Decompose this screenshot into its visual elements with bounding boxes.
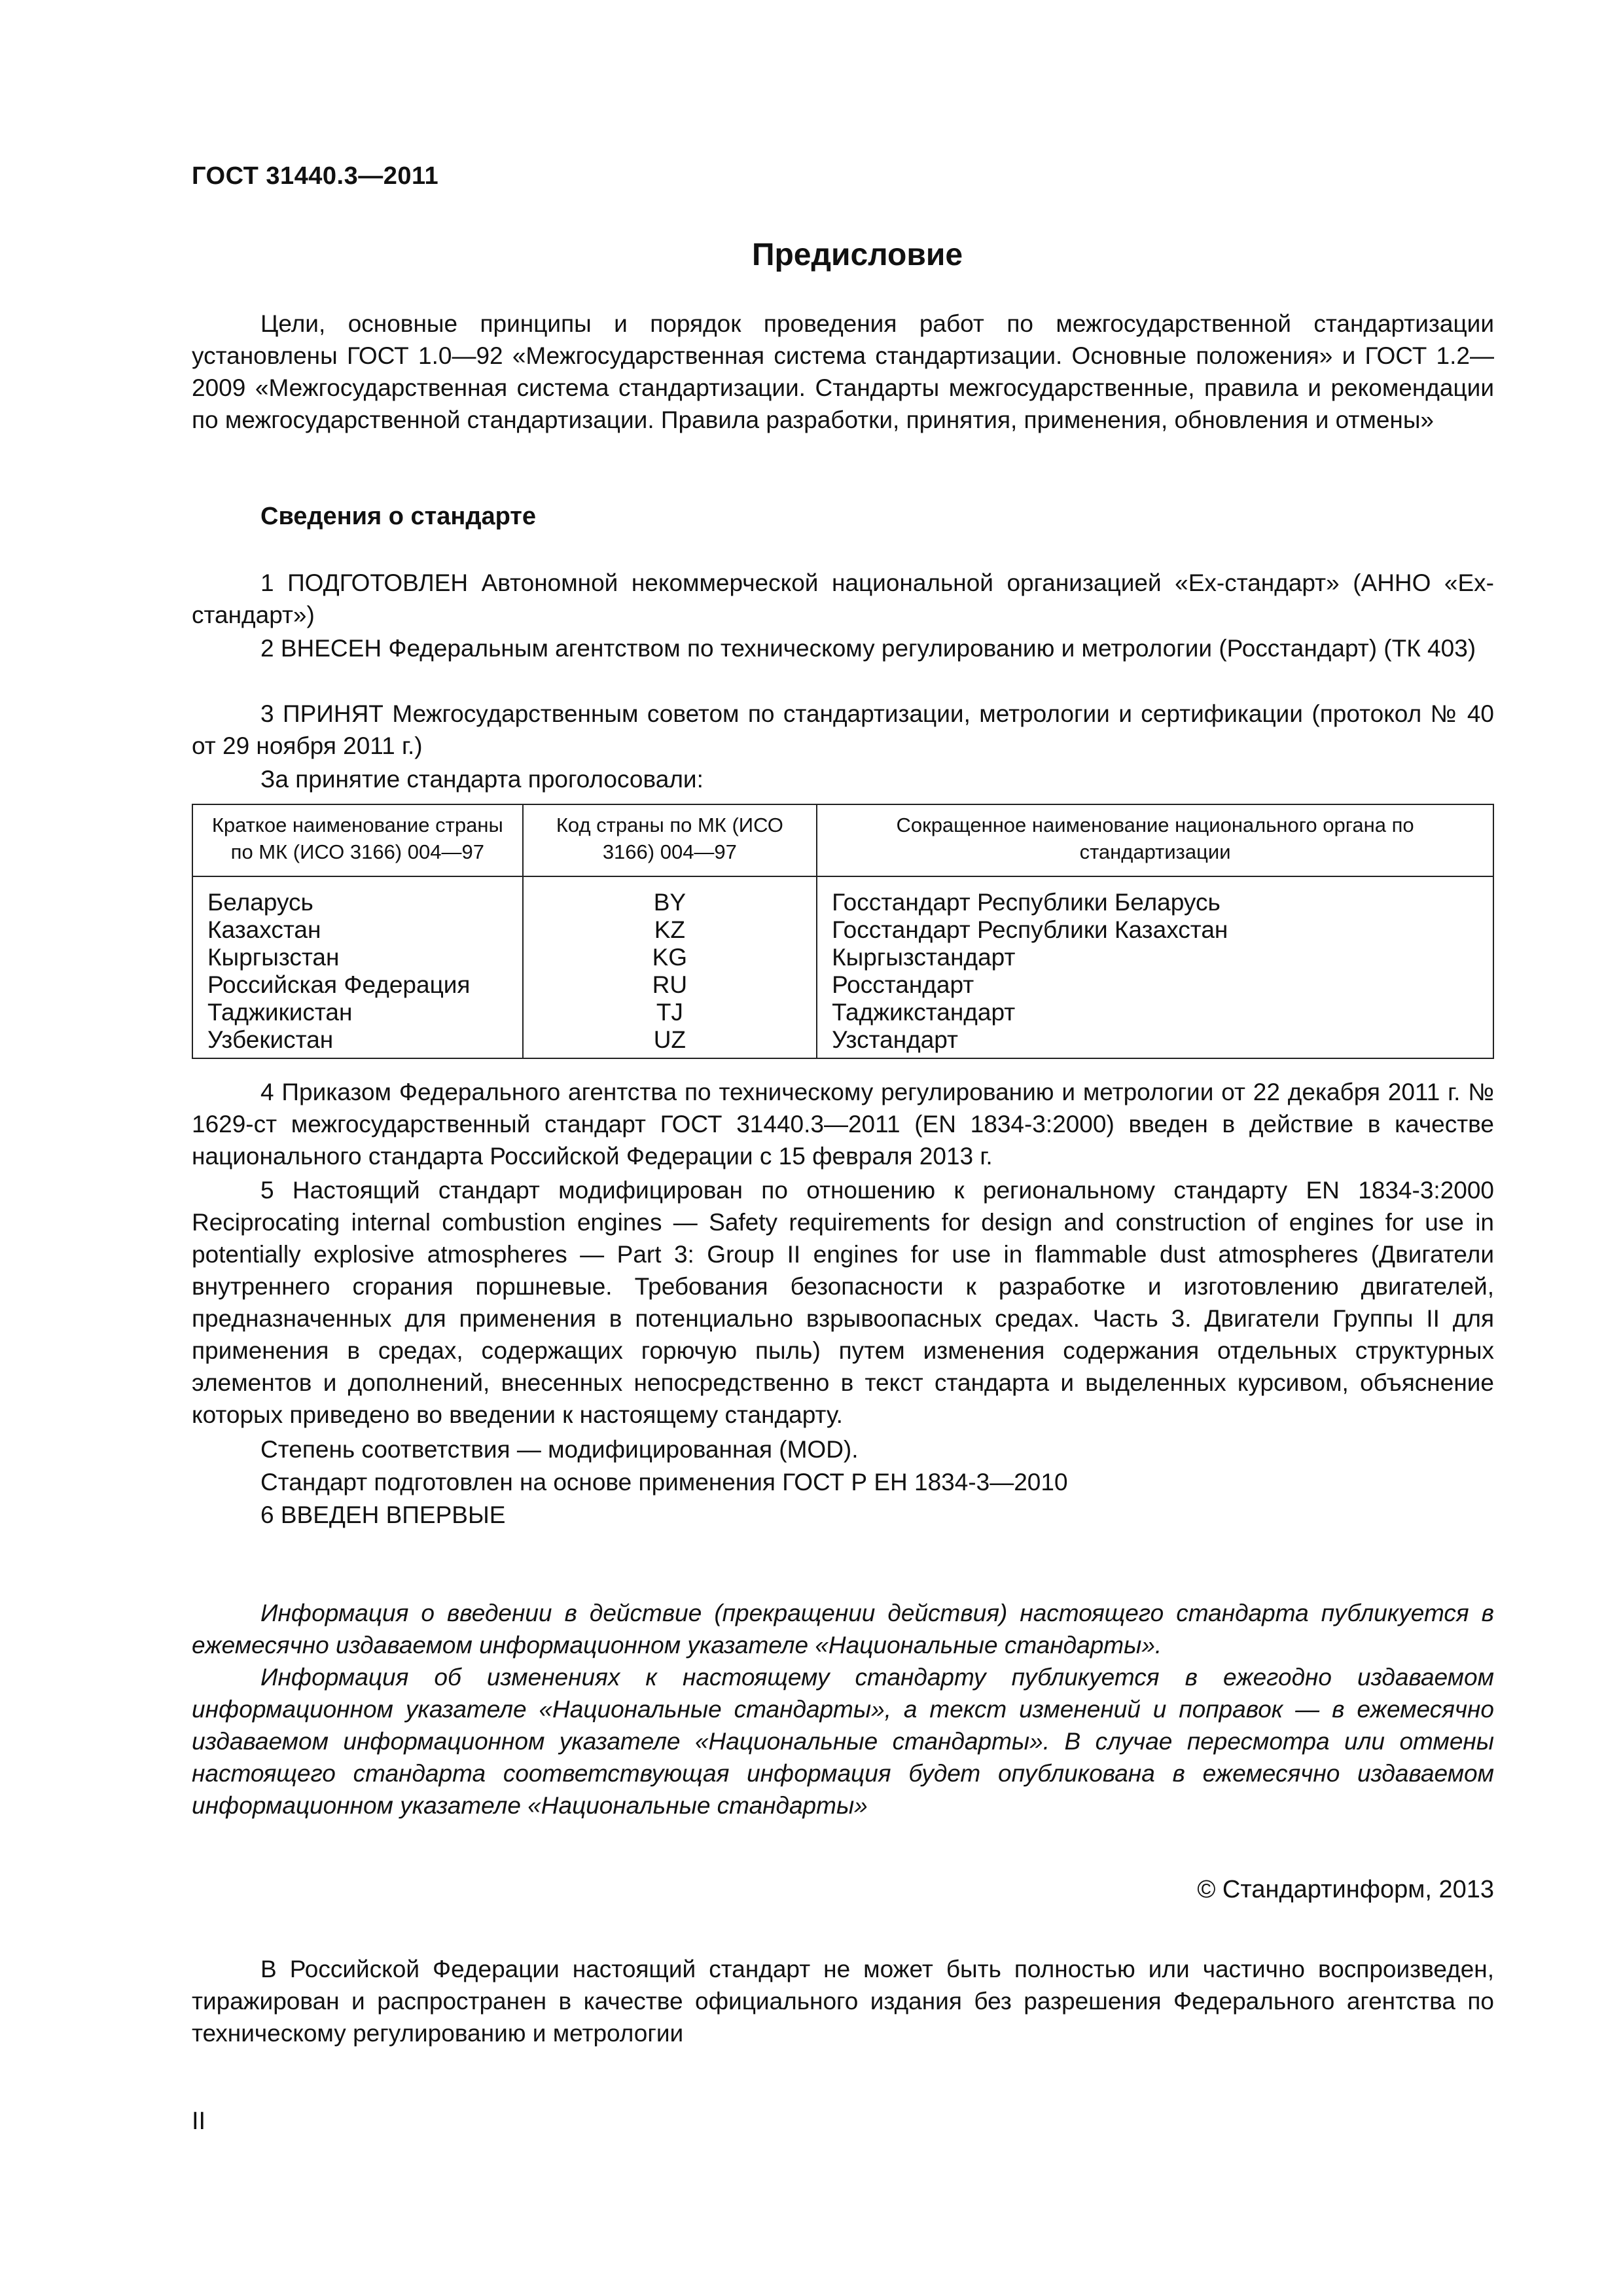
body-cell: Госстандарт Республики Беларусь: [817, 876, 1493, 916]
table-row: [192, 971, 1493, 999]
info-paragraph-2: [192, 1661, 1494, 1821]
body-cell: Госстандарт Республики Казахстан: [817, 916, 1493, 944]
intro-text: Цели, основные принципы и порядок проведения работ по межгосударственной стандартизации установлены ГОСТ 1.0—92 «Межгосударственная система стандартизации. Основные положения» и ГОСТ 1.2—2009 «Межгосударственная система стандартизации. Стандарты межгосударственные, правила и рекомендации по межгосударственной стандартизации. Правила разработки, принятия, применения, обновления и отмены»: [192, 310, 1494, 433]
table-header-row: [192, 804, 1493, 876]
code-cell: KG: [523, 944, 817, 971]
standard-header: ГОСТ 31440.3—2011: [192, 162, 439, 190]
code-cell: RU: [523, 971, 817, 999]
item-2-paragraph: [192, 632, 1494, 664]
country-cell: Таджикистан: [192, 999, 523, 1026]
item-1-text: 1 ПОДГОТОВЛЕН Автономной некоммерческой национальной организацией «Ех-стандарт» (АННО «Ех-стандарт»): [192, 569, 1494, 628]
item-4-text: 4 Приказом Федерального агентства по техническому регулированию и метрологии от 22 декабря 2011 г. № 1629-ст межгосударственный стандарт ГОСТ 31440.3—2011 (EN 1834-3:2000) введен в действие в качестве национального стандарта Российской Федерации с 15 февраля 2013 г.: [192, 1079, 1494, 1170]
page-title: Предисловие: [751, 238, 963, 272]
table-row: [192, 1026, 1493, 1058]
degree-line: Степень соответствия — модифицированная (MOD).: [260, 1436, 859, 1463]
country-cell: Узбекистан: [192, 1026, 523, 1058]
table-row: [192, 876, 1493, 916]
rights-paragraph: [192, 1953, 1494, 2049]
intro-paragraph: [192, 308, 1494, 436]
table-row: [192, 944, 1493, 971]
info-text-1: Информация о введении в действие (прекращении действия) настоящего стандарта публикуется в ежемесячно издаваемом информационном указателе «Национальные стандарты».: [192, 1600, 1494, 1659]
item-5-paragraph: [192, 1174, 1494, 1431]
body-cell: Узстандарт: [817, 1026, 1493, 1058]
item-4-paragraph: [192, 1076, 1494, 1172]
vote-intro: За принятие стандарта проголосовали:: [260, 766, 704, 793]
info-text-2: Информация об изменениях к настоящему стандарту публикуется в ежегодно издаваемом информационном указателе «Национальные стандарты», а текст изменений и поправок — в ежемесячно издаваемом информационном указателе «Национальные стандарты». В случае пересмотра или отмены настоящего стандарта соответствующая информация будет опубликована в ежемесячно издаваемом информационном указателе «Национальные стандарты»: [192, 1664, 1494, 1819]
item-5-text: 5 Настоящий стандарт модифицирован по отношению к региональному стандарту EN 1834-3:2000 Reciprocating internal combustion engines — Safety requirements for design and construction of engines for use in potentially explosive atmospheres — Part 3: Group II engines for use in flammable dust atmospheres (Двигатели внутреннего сгорания поршневые. Требования безопасности к разработке и изготовлению двигателей, предназначенных для применения в потенциально взрывоопасных средах. Часть 3. Двигатели Группы II для применения в средах, содержащих горючую пыль) путем изменения содержания отдельных структурных элементов и дополнений, внесенных непосредственно в текст стандарта и выделенных курсивом, объяснение которых приведено во введении к настоящему стандарту.: [192, 1177, 1494, 1428]
page-number: II: [192, 2108, 206, 2135]
section-subheading: Сведения о стандарте: [260, 503, 537, 530]
column-header-code: Код страны по МК (ИСО 3166) 004—97: [523, 804, 817, 876]
rights-text: В Российской Федерации настоящий стандарт не может быть полностью или частично воспроизведен, тиражирован и распространен в качестве официального издания без разрешения Федерального агентства по техническому регулированию и метрологии: [192, 1956, 1494, 2047]
country-cell: Российская Федерация: [192, 971, 523, 999]
basis-line: Стандарт подготовлен на основе применения ГОСТ Р ЕН 1834-3—2010: [260, 1469, 1068, 1496]
voting-table: [192, 804, 1494, 1059]
item-6-line: 6 ВВЕДЕН ВПЕРВЫЕ: [260, 1501, 506, 1528]
code-cell: KZ: [523, 916, 817, 944]
info-paragraph-1: [192, 1597, 1494, 1661]
column-header-country: Краткое наименование страны по МК (ИСО 3166) 004—97: [192, 804, 523, 876]
column-header-body: Сокращенное наименование национального органа по стандартизации: [817, 804, 1493, 876]
body-cell: Росстандарт: [817, 971, 1493, 999]
code-cell: UZ: [523, 1026, 817, 1058]
item-1-paragraph: [192, 567, 1494, 631]
item-3-paragraph: [192, 698, 1494, 762]
code-cell: BY: [523, 876, 817, 916]
body-cell: Кыргызстандарт: [817, 944, 1493, 971]
country-cell: Казахстан: [192, 916, 523, 944]
country-cell: Кыргызстан: [192, 944, 523, 971]
item-2-text: 2 ВНЕСЕН Федеральным агентством по техническому регулированию и метрологии (Росстандарт) (ТК 403): [260, 635, 1476, 662]
copyright-notice: © Стандартинформ, 2013: [1197, 1876, 1494, 1903]
code-cell: TJ: [523, 999, 817, 1026]
country-cell: Беларусь: [192, 876, 523, 916]
body-cell: Таджикстандарт: [817, 999, 1493, 1026]
item-3-text: 3 ПРИНЯТ Межгосударственным советом по стандартизации, метрологии и сертификации (протокол № 40 от 29 ноября 2011 г.): [192, 700, 1494, 759]
table-row: [192, 916, 1493, 944]
table-row: [192, 999, 1493, 1026]
